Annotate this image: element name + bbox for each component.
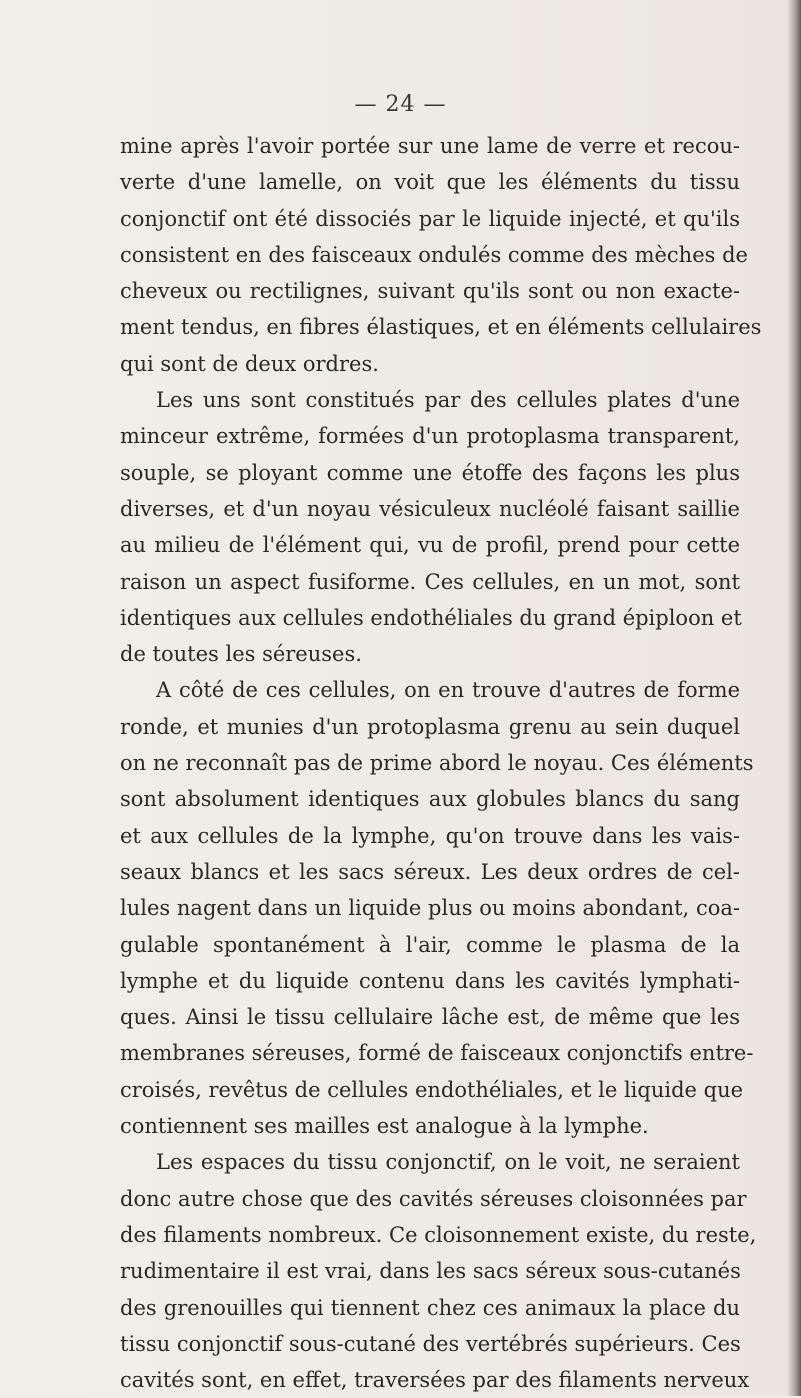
text-line: et aux cellules de la lymphe, qu'on trouve dans les vais- (120, 823, 740, 848)
text-line: consistent en des faisceaux ondulés comme des mèches de (120, 242, 748, 267)
page-edge-shadow (787, 0, 801, 1396)
text-line: mine après l'avoir portée sur une lame de verre et recou- (120, 134, 740, 158)
text-line: raison un aspect fusiforme. Ces cellules, en un mot, sont (120, 569, 740, 594)
text-line: minceur extrême, formées d'un protoplasma transparent, (120, 424, 740, 449)
text-line: lules nagent dans un liquide plus ou moins abondant, coa- (120, 896, 740, 921)
text-line: des filaments nombreux. Ce cloisonnement existe, du reste, (120, 1222, 757, 1247)
text-line: cheveux ou rectilignes, suivant qu'ils sont ou non exacte- (120, 279, 740, 304)
text-line: A côté de ces cellules, on en trouve d'autres de forme (156, 678, 740, 703)
text-line: des grenouilles qui tiennent chez ces animaux la place du (120, 1295, 740, 1320)
text-line: qui sont de deux ordres. (120, 351, 379, 376)
text-line: au milieu de l'élément qui, vu de profil, prend pour cette (120, 533, 740, 558)
text-line: Les espaces du tissu conjonctif, on le voit, ne seraient (156, 1150, 740, 1175)
text-line: membranes séreuses, formé de faisceaux conjonctifs entre- (120, 1041, 754, 1066)
text-line: on ne reconnaît pas de prime abord le noyau. Ces éléments (120, 751, 754, 776)
text-line: rudimentaire il est vrai, dans les sacs séreux sous-cutanés (120, 1259, 741, 1284)
text-line: ment tendus, en fibres élastiques, et en éléments cellulaires (120, 315, 762, 340)
text-line: sont absolument identiques aux globules blancs du sang (120, 787, 740, 812)
text-line: identiques aux cellules endothéliales du grand épiploon et (120, 605, 742, 630)
text-line: donc autre chose que des cavités séreuses cloisonnées par (120, 1186, 747, 1211)
text-line: diverses, et d'un noyau vésiculeux nucléolé faisant saillie (120, 496, 740, 521)
text-line: seaux blancs et les sacs séreux. Les deux ordres de cel- (120, 859, 740, 884)
text-line: contiennent ses mailles est analogue à la lymphe. (120, 1114, 649, 1139)
text-line: conjonctif ont été dissociés par le liquide injecté, et qu'ils (120, 206, 740, 231)
text-line: souple, se ployant comme une étoffe des façons les plus (120, 460, 740, 485)
text-line: ronde, et munies d'un protoplasma grenu au sein duquel (120, 714, 740, 739)
text-line: de toutes les séreuses. (120, 642, 362, 667)
text-line: tissu conjonctif sous-cutané des vertébrés supérieurs. Ces (120, 1331, 741, 1356)
text-line: Les uns sont constitués par des cellules plates d'une (156, 388, 740, 413)
text-line: ques. Ainsi le tissu cellulaire lâche est, de même que les (120, 1005, 740, 1030)
text-line: lymphe et du liquide contenu dans les cavités lymphati- (120, 968, 740, 993)
text-line: cavités sont, en effet, traversées par des filaments nerveux (120, 1368, 750, 1393)
body-text (120, 128, 762, 1398)
page-number: — 24 — (354, 92, 447, 117)
text-line: gulable spontanément à l'air, comme le plasma de la (120, 932, 740, 957)
text-line: verte d'une lamelle, on voit que les éléments du tissu (120, 170, 740, 195)
text-line: croisés, revêtus de cellules endothéliales, et le liquide que (120, 1077, 744, 1102)
